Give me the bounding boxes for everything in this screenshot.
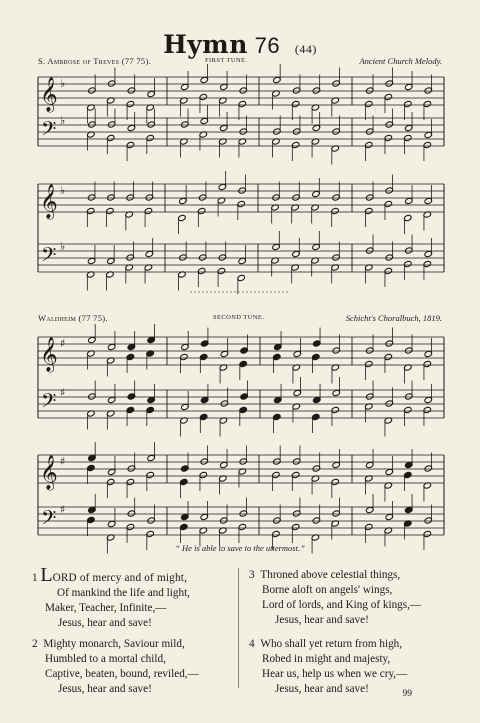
key-signature-icon: ♭ bbox=[60, 184, 66, 197]
clef-icon: 𝄞 bbox=[40, 337, 58, 372]
key-signature-icon: ♭ bbox=[60, 77, 66, 90]
verse-line: Throned above celestial things, bbox=[260, 569, 401, 581]
verse-line: Of mankind the life and light, bbox=[57, 587, 190, 599]
page-number: 99 bbox=[402, 689, 412, 699]
clef-icon: 𝄞 bbox=[40, 455, 58, 490]
verse-4 bbox=[249, 637, 449, 697]
verse-dropcap: L bbox=[40, 564, 53, 586]
clef-icon: 𝄢 bbox=[41, 243, 57, 271]
clef-icon: 𝄢 bbox=[41, 389, 57, 417]
key-signature-icon: ♭ bbox=[60, 114, 66, 127]
second-tune-name: Waldheim (77 75). bbox=[38, 313, 108, 323]
verse-line: ORD of mercy and of might, bbox=[52, 572, 188, 584]
verse-number: 3 bbox=[249, 569, 255, 581]
first-tune-name: S. Ambrose of Treves (77 75). bbox=[38, 56, 152, 66]
verse-line: Jesus, hear and save! bbox=[275, 614, 369, 626]
verse-line: Maker, Teacher, Infinite,— bbox=[45, 602, 167, 614]
hymn-number: 76 bbox=[254, 33, 281, 58]
clef-icon: 𝄢 bbox=[41, 506, 57, 534]
key-signature-icon: ♯ bbox=[60, 503, 66, 516]
verse-line: Who shall yet return from high, bbox=[260, 638, 403, 650]
key-signature-icon: ♭ bbox=[60, 240, 66, 253]
verse-line: Jesus, hear and save! bbox=[275, 683, 369, 695]
key-signature-icon: ♯ bbox=[60, 386, 66, 399]
verse-divider bbox=[238, 568, 239, 688]
verse-line: Mighty monarch, Saviour mild, bbox=[43, 638, 185, 650]
verse-line: Jesus, hear and save! bbox=[58, 617, 152, 629]
verse-number: 2 bbox=[32, 638, 38, 650]
second-tune-label: SECOND TUNE. bbox=[213, 314, 265, 321]
clef-icon: 𝄢 bbox=[41, 117, 57, 145]
verse-line: Robed in might and majesty, bbox=[262, 653, 391, 665]
hymn-title-word: Hymn bbox=[163, 30, 248, 59]
verse-line: Hear us, help us when we cry,— bbox=[262, 668, 408, 680]
verse-line: Borne aloft on angels' wings, bbox=[262, 584, 393, 596]
key-signature-icon: ♯ bbox=[60, 337, 66, 350]
verse-3 bbox=[249, 568, 449, 628]
verse-line: Jesus, hear and save! bbox=[58, 683, 152, 695]
second-tune-source: Schicht's Choralbuch, 1819. bbox=[345, 313, 442, 323]
verse-2 bbox=[32, 637, 242, 697]
clef-icon: 𝄞 bbox=[40, 184, 58, 219]
verse-line: Lord of lords, and King of kings,— bbox=[262, 599, 422, 611]
epigraph: “ He is able to save to the uttermost.” bbox=[175, 543, 305, 553]
verse-1 bbox=[32, 564, 232, 631]
clef-icon: 𝄞 bbox=[40, 77, 58, 112]
verse-number: 4 bbox=[249, 638, 255, 650]
first-tune-label: FIRST TUNE. bbox=[205, 57, 248, 64]
verse-number: 1 bbox=[32, 572, 38, 584]
key-signature-icon: ♯ bbox=[60, 455, 66, 468]
verse-line: Humbled to a mortal child, bbox=[45, 653, 166, 665]
first-tune-source: Ancient Church Melody. bbox=[359, 56, 442, 66]
verse-line: Captive, beaten, bound, reviled,— bbox=[45, 668, 199, 680]
hymn-alt-number: (44) bbox=[294, 42, 317, 56]
